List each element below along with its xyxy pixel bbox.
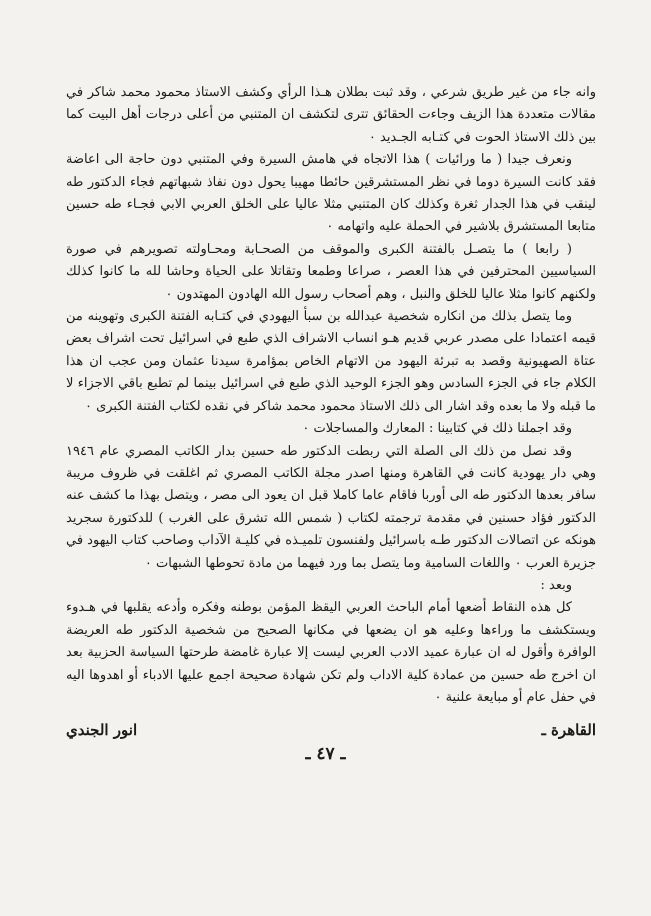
signature-place: القاهرة ـ [541, 721, 596, 739]
signature-author: انور الجندي [66, 721, 138, 739]
paragraph-3: ( رابعا ) ما يتصـل بالفتنة الكبرى والموقف من الصحـابة ومحـاولته تصويرهم في صورة السياسيين المحترفين في هذا العصر ، صراعا وطمعا وتقاتلا على الحياة وحاشا لله ما كانوا كذلك ولكنهم كانوا مثلا عاليا للخلق والنبل ، وهم أصحاب رسول الله الهادون المهتدون ٠ [66, 241, 596, 302]
paragraph-5: وقد اجملنا ذلك في كتابينا : المعارك والمساجلات ٠ [302, 421, 572, 437]
paragraph-2: ونعرف جيدا ( ما ورائيات ) هذا الاتجاه في هامش السيرة وفي المتنبي دون حاجة الى اعاضة فقد كانت السيرة دوما في نظر المستشرقين حائطا مهيبا يحول دون نفاذ شبهاتهم فجاء الدكتور طه لينقب في هذا الجدار ثغرة وكذلك كان المتنبي مثلا عاليا على الخلق العربي الابي فجـاء طه حسين متابعا المستشرق بلاشير في الحملة عليه واتهامه ٠ [66, 152, 596, 235]
paragraph-4: وما يتصل بذلك من انكاره شخصية عبدالله بن سبأ اليهودي في كتـابه الفتنة الكبرى وتهوينه من قيمه اعتمادا على مصدر عربي قديم هـو انساب الاشراف الذي طبع في اسرائيل تحت اشراف بعض عتاة الصهيونية وقصد به تبرئة اليهود من الاتهام الخاص بمؤامرة سيدنا عثمان ومن عجب ان هذا الكلام جاء في الجزء السادس وهو الجزء الوحيد الذي طبع في اسرائيل بينما لم تطبع باقي الاجزاء لا ما قبله ولا ما بعده وقد اشار الى ذلك الاستاذ محمود محمد شاكر في نقده لكتاب الفتنة الكبرى ٠ [66, 309, 596, 414]
signature-line [66, 721, 596, 739]
paragraph-7: وبعد : [540, 577, 572, 593]
paragraph-8: كل هذه النقاط أضعها أمام الباحث العربي اليقظ المؤمن بوطنه وفكره وأدعه يقلبها في هـدوء ويستكشف ما وراءها وعليه هو ان يضعها في مكانها الصحيح من شخصية الدكتور طه العريضة الوافرة وأقول له ان عبارة عميد الادب العربي ليست إلا عبارة غامضة طرحتها السياسة الحزبية بعد ان اخرج طه حسين من عمادة كلية الاداب ولم تكن شهادة صحيحة اجمع عليها الادباء أو اهدوها اليه في حفل عام أو مبايعة علنية ٠ [66, 600, 596, 705]
paragraph-1: وانه جاء من غير طريق شرعي ، وقد ثبت بطلان هـذا الرأي وكشف الاستاذ محمود محمد شاكر في مقالات متعددة هذا الزيف وجاءت الحقائق تترى لتكشف ان المتنبي من أعلى درجات أهل البيت كما بين ذلك الاستاذ الحوت في كتـابه الجـديد ٠ [66, 85, 596, 145]
paragraph-6: وقد نصل من ذلك الى الصلة التي ربطت الدكتور طه حسين بدار الكاتب المصري عام ١٩٤٦ وهي دار يهودية كانت في القاهرة ومنها اصدر مجلة الكاتب المصري ثم اغلقت في ظروف مريبة سافر بعدها الدكتور طه الى أوربا فاقام عاما كاملا قبل ان يعود الى مصر ، ويتصل بهذا ما كشف عنه الدكتور فؤاد حسنين في مقدمة ترجمته لكتاب ( شمس الله تشرق على الغرب ) للدكتورة سجريد هونكه عن اتصالات الدكتور طـه باسرائيل ولفنسون تلميـذه في كليـة الآداب وصاحب كتاب اليهود في جزيرة العرب ٠ واللغات السامية وما يتصل بما ورد فيهما من مادة تحوطها الشبهات ٠ [66, 443, 596, 571]
body-text [66, 82, 596, 709]
page-number: ـ ٤٧ ـ [305, 744, 346, 764]
